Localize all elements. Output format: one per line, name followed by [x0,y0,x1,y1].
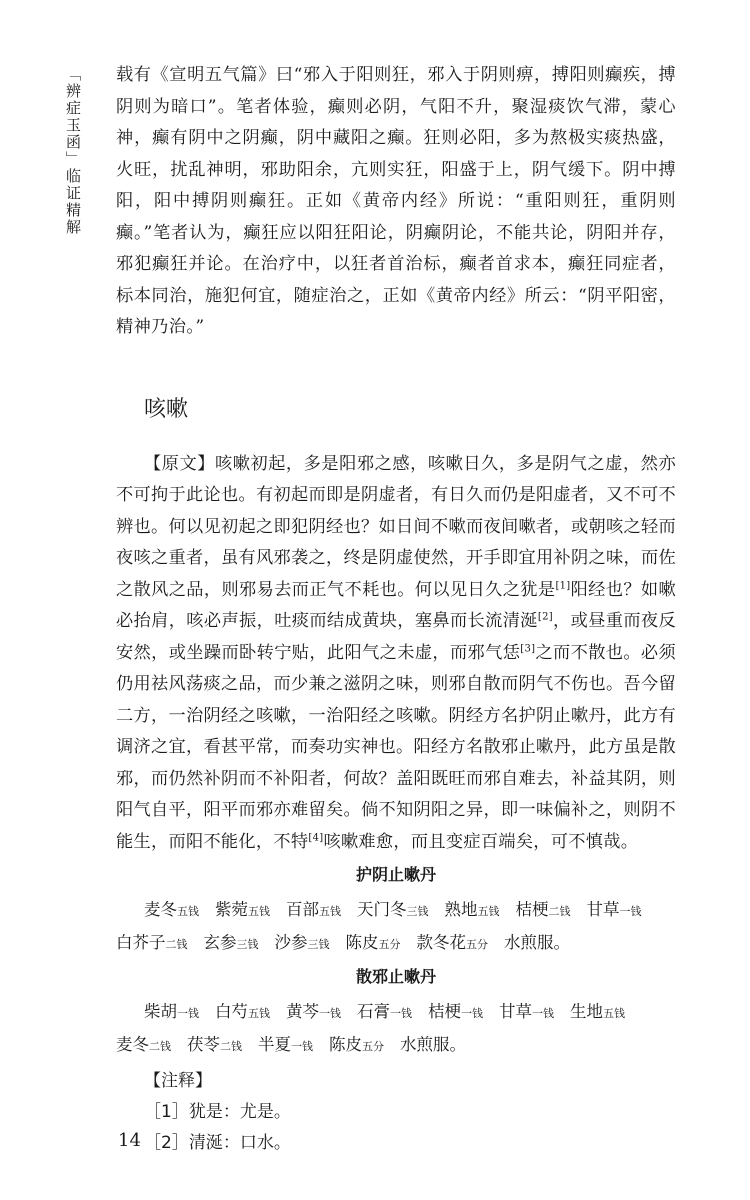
ingredient [204,933,259,952]
ingredient-dose: 五钱 [248,905,270,918]
original-text-part: ，或昼重而夜反安然，或坐躁而卧转宁贴，此阳气之未虚，而邪气恁 [116,611,676,663]
footnote-marker: [3] [520,642,536,654]
ingredient-dose: 二钱 [149,1040,171,1053]
ingredient-name: 甘草 [586,900,620,919]
ingredient-dose: 三钱 [406,905,429,918]
running-side-title: 「辨症玉函」临证精解 [64,66,82,236]
ingredient-dose: 三钱 [236,938,259,951]
ingredient-name: 柴胡 [144,1002,177,1021]
ingredient-dose: 五分 [466,938,488,951]
original-label: 【原文】 [144,453,215,474]
ingredient [116,1035,171,1054]
ingredient-dose: 五钱 [248,1007,270,1020]
ingredient [215,900,270,919]
ingredient [570,1002,625,1021]
ingredient-dose: 五钱 [319,905,341,918]
page-body [116,60,676,1159]
ingredient [144,900,199,919]
ingredient-name: 生地 [570,1002,603,1021]
ingredient-name: 白芥子 [116,933,166,952]
ingredient-name: 麦冬 [144,900,177,919]
ingredient-dose: 五钱 [477,905,500,918]
notes-label: 【注释】 [144,1071,212,1091]
ingredient [357,900,429,919]
ingredient-name: 黄芩 [286,1002,319,1021]
ingredient [445,900,500,919]
ingredient-name: 麦冬 [116,1035,149,1054]
ingredient [357,1002,412,1021]
ingredient-name: 茯苓 [187,1035,220,1054]
ingredient-dose: 二钱 [165,938,188,951]
ingredient [144,1002,199,1021]
original-text-paragraph [116,449,676,859]
ingredient [329,1035,384,1054]
original-text-part: 之而不散也。必须仍用祛风荡痰之品，而少兼之滋阴之味，则邪自散而阴气不伤也。吾今留二方，一治阴经之咳嗽，一治阳经之咳嗽。阴经方名护阴止嗽丹，此方有调济之宜，看甚平常，而奏功实神也。阳经方名散邪止嗽丹，此方虽是散邪，而仍然补阴而不补阳者，何故？盖阳既旺而邪自难去，补益其阴，则阳气自平，阳平而邪亦难留矣。倘不知阴阳之异，即一味偏补之，则阴不能生，而阳不能化，不特 [116,642,676,852]
ingredient-name: 陈皮 [345,933,379,952]
ingredient [346,933,401,952]
note-item: ［2］清涎：口水。 [144,1133,291,1153]
ingredient-name: 半夏 [258,1035,291,1054]
ingredient-dose: 一钱 [319,1007,341,1020]
ingredient-name: 百部 [286,900,319,919]
ingredient-dose: 一钱 [619,905,642,918]
ingredient [286,900,341,919]
ingredient [215,1002,270,1021]
ingredient-dose: 三钱 [307,938,330,951]
ingredient-dose: 五钱 [177,905,199,918]
ingredient [417,933,489,952]
ingredient [516,900,571,919]
formula-instruction: 水煎服。 [504,933,570,952]
ingredient-dose: 一钱 [390,1007,412,1020]
ingredient [187,1035,242,1054]
note-item: ［1］犹是：尤是。 [144,1102,291,1122]
ingredient-name: 白芍 [215,1002,248,1021]
ingredient-dose: 一钱 [291,1040,313,1053]
ingredient [116,933,188,952]
ingredient-name: 紫菀 [215,900,248,919]
ingredient-name: 石膏 [357,1002,390,1021]
ingredient-dose: 五钱 [603,1007,625,1020]
ingredient-dose: 二钱 [548,905,571,918]
ingredient-name: 天门冬 [357,900,407,919]
ingredient-name: 玄参 [203,933,237,952]
formula-ingredient-list [116,996,676,1062]
ingredient-name: 沙参 [274,933,308,952]
page-number: 14 [118,1130,141,1151]
ingredient-name: 熟地 [444,900,478,919]
ingredient-name: 桔梗 [428,1002,461,1021]
formula-title: 护阴止嗽丹 [355,865,436,884]
ingredient-dose: 一钱 [461,1007,483,1020]
ingredient-dose: 一钱 [532,1007,554,1020]
ingredient-name: 甘草 [499,1002,532,1021]
ingredient-name: 桔梗 [515,900,549,919]
ingredient [499,1002,554,1021]
original-text-part: 咳嗽初起，多是阳邪之感，咳嗽日久，多是阴气之虚，然亦不可拘于此论也。有初起而即是阴虚者，有日久而仍是阳虚者，又不可不辨也。何以见初起之即犯阴经也？如日间不嗽而夜间嗽者，或朝咳之轻而夜咳之重者，虽有风邪袭之，终是阴虚使然，开手即宜用补阴之味，而佐之散风之品，则邪易去而正气不耗也。何以见日久之犹是 [116,453,676,600]
ingredient-dose: 一钱 [177,1007,199,1020]
formula-title: 散邪止嗽丹 [355,967,436,986]
formula-ingredient-list [116,894,676,960]
ingredient-dose: 五分 [378,938,401,951]
ingredient-dose: 五分 [362,1040,384,1053]
ingredient [428,1002,483,1021]
ingredient-name: 陈皮 [329,1035,362,1054]
original-text-part: 阳经也？如嗽必抬肩，咳必声振，吐痰而结成黄块，塞鼻而长流清涎 [116,579,676,631]
original-text-part: 咳嗽难愈，而且变症百端矣，可不慎哉。 [323,831,639,852]
ingredient [587,900,642,919]
ingredient [286,1002,341,1021]
ingredient-name: 款冬花 [416,933,466,952]
ingredient [258,1035,313,1054]
formula-instruction: 水煎服。 [400,1035,466,1054]
ingredient-dose: 二钱 [220,1040,242,1053]
commentary-paragraph: 载有《宣明五气篇》曰“邪入于阳则狂，邪入于阴则痹，搏阳则癫疾，搏阴则为暗口”。笔者体验，癫则必阴，气阳不升，聚湿痰饮气滞，蒙心神，癫有阴中之阴癫，阴中藏阳之癫。狂则必阳，多为熬极实痰热盛，火旺，扰乱神明，邪助阳余，亢则实狂，阳盛于上，阴气缓下。阴中搏阳，阳中搏阴则癫狂。正如《黄帝内经》所说：“重阳则狂，重阴则癫。”笔者认为，癫狂应以阳狂阳论，阴癫阴论，不能共论，阴阳并存，邪犯癫狂并论。在治疗中，以狂者首治标，癫者首求本，癫狂同症者，标本同治，施犯何宜，随症治之，正如《黄帝内经》所云：“阴平阳密，精神乃治。” [116,65,676,337]
section-heading: 咳嗽 [144,396,189,422]
ingredient [275,933,330,952]
footnote-marker: [1] [555,579,571,591]
footnote-marker: [4] [308,831,324,843]
footnote-marker: [2] [537,611,553,623]
